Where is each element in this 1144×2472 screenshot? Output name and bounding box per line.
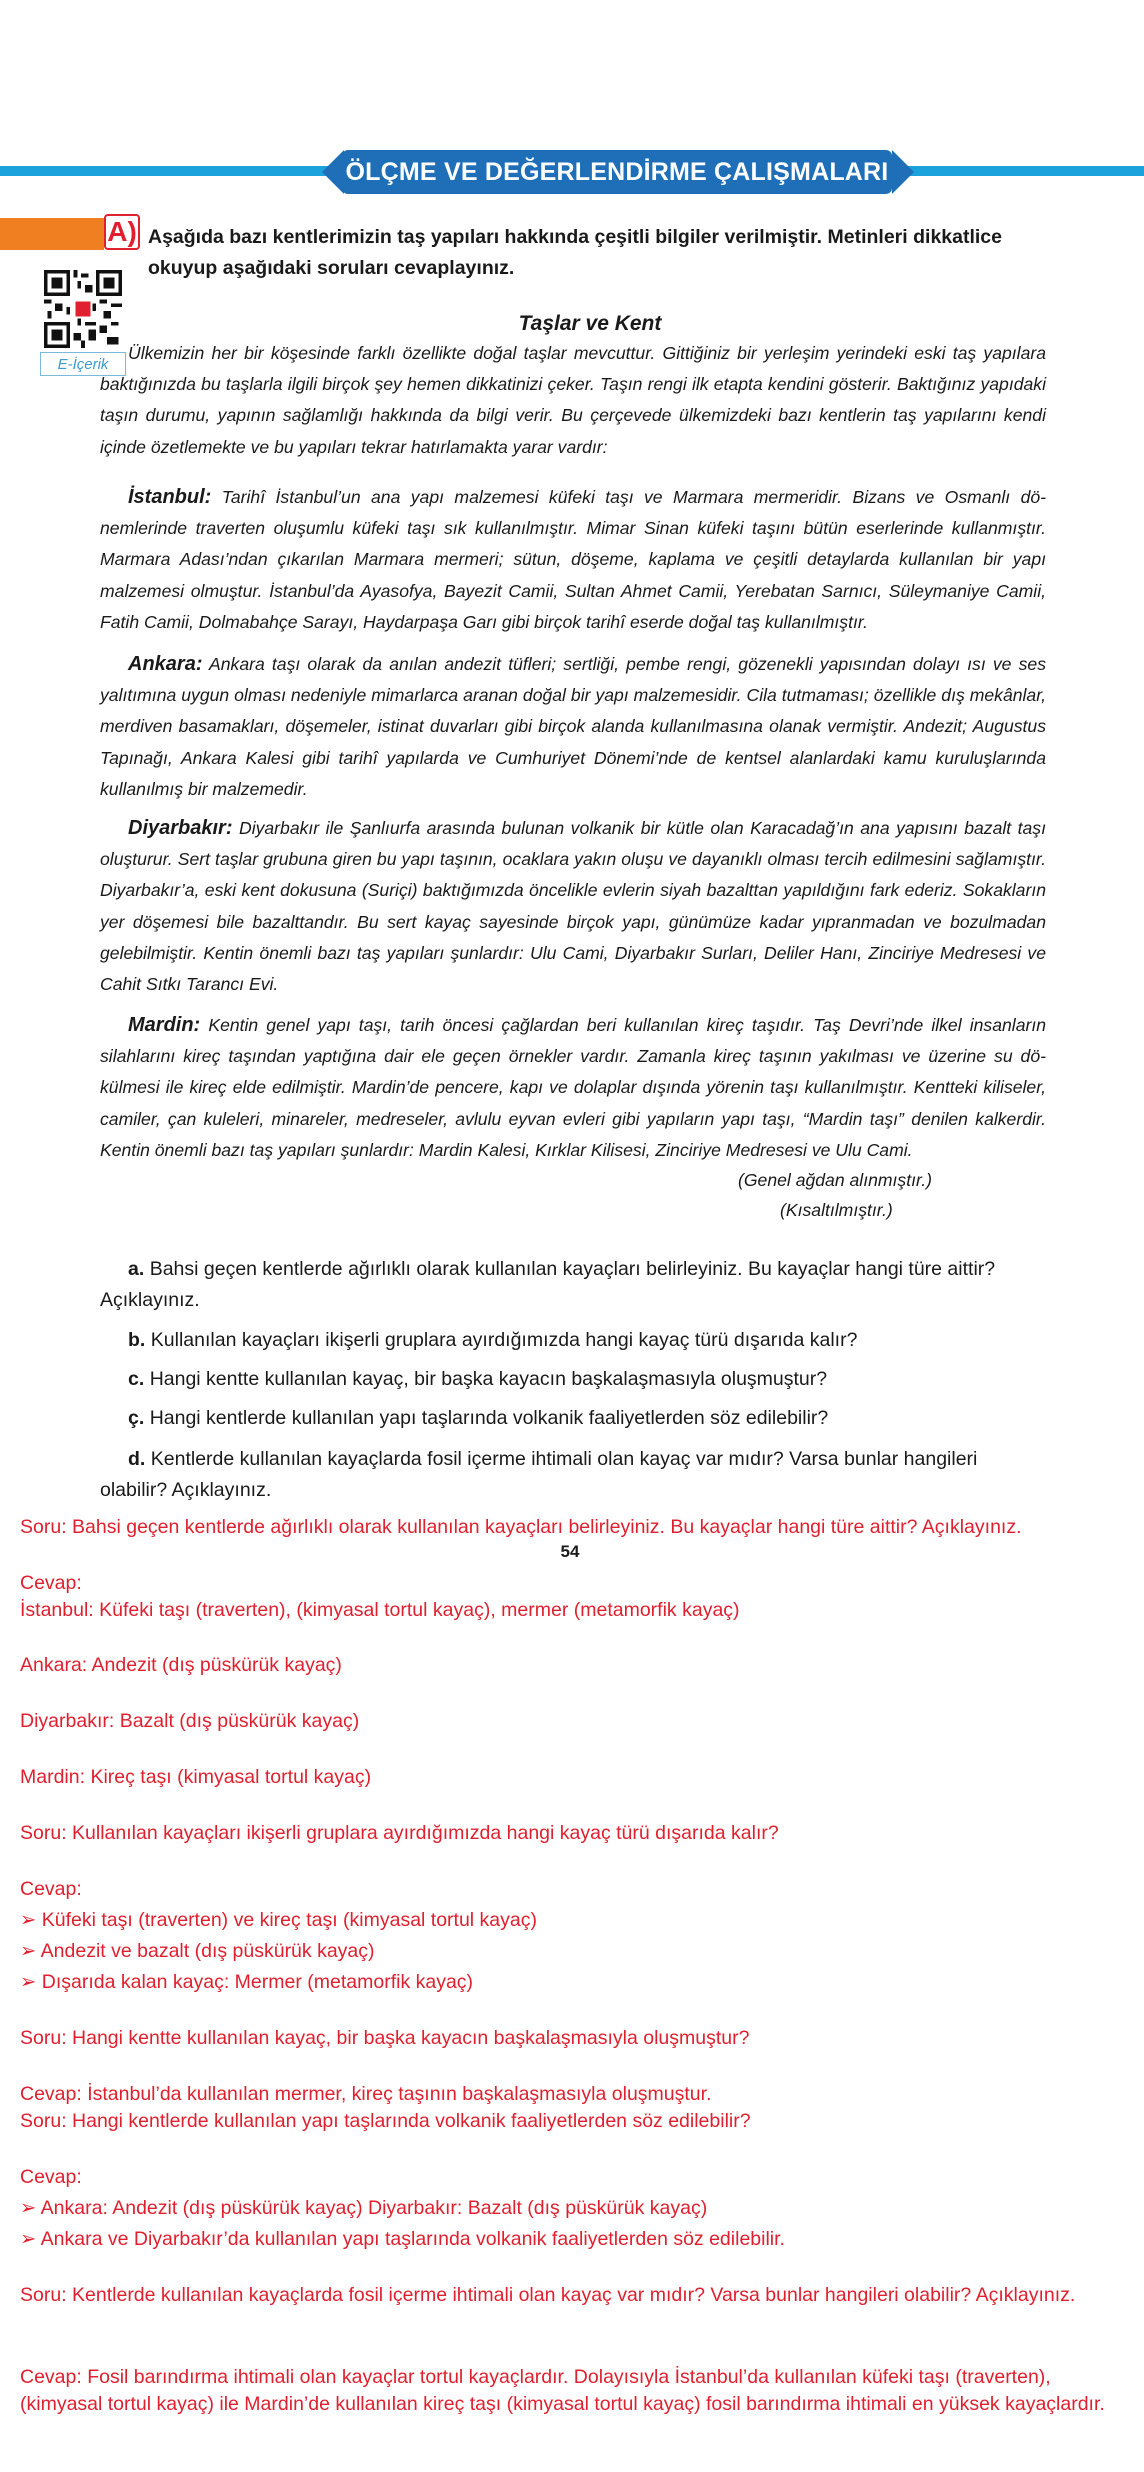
question-letter: c. [128, 1368, 145, 1390]
istanbul-text: Tarihî İstanbul’un ana yapı malzemesi küfeki taşı ve Marmara mermeridir. Bizans ve Osmanlı dönemlerinde traverten oluşumlu küfeki taşı sık kullanılmıştır. Mimar Sinan küfeki taşını bütün eserlerinde kullanmıştır. Marmara Adası’ndan çıkarılan Marmara mermeri; sütun, döşeme, kaplama ve çeşitli detaylarda kullanılan bir yapı malzemesi olmuştur. İstanbul’da Ayasofya, Bayezit Camii, Sultan Ahmet Camii, Yerebatan Sarnıcı, Süleymaniye Camii, Fatih Camii, Dolmabahçe Sarayı, Haydarpaşa Garı gibi birçok tarihî eserde doğal taş kullanılmıştır. [100, 487, 1046, 632]
question-b [100, 1325, 1046, 1356]
answer-1-mardin: Mardin: Kireç taşı (kimyasal tortul kayaç) [20, 1766, 372, 1788]
article-diyarbakir [100, 813, 1046, 1000]
section-marker-bar [0, 218, 104, 250]
ankara-text: Ankara taşı olarak da anılan andezit tüfleri; sertliği, pembe rengi, gözenekli yapısından dolayı ısı ve ses yalıtımına uygun olması nedeniyle mimarlarca aranan doğal bir yapı malzemesidir. Cila tutmaması; özellikle dış mekânlar, merdiven basamakları, döşemeler, istinat duvarları gibi birçok alanda kullanılmasına olanak vermiştir. Andezit; Augustus Tapınağı, Ankara Kalesi gibi tarihî yapılarda ve Cumhuriyet Dönemi’nde de kentsel alanlardaki kamu kuruluşlarında kullanılmış bir malzemedir. [100, 654, 1046, 799]
answer-question-4: Soru: Hangi kentlerde kullanılan yapı taşlarında volkanik faaliyetlerden söz edilebilir? [20, 2110, 751, 2132]
mardin-text: Kentin genel yapı taşı, tarih öncesi çağlardan beri kullanılan kireç taşıdır. Taş Devri’nde ilkel insanların silahlarını kireç taşından yaptığına dair ele geçen örnekler vardır. Zamanla kireç taşının yakılması ve üzerine su dökülmesi ile kireç elde edilmiştir. Mardin’de pencere, kapı ve dolaplar dışında yörenin taşı kullanılmıştır. Kentteki kiliseler, camiler, çan kuleleri, minareler, medreseler, avlulu eyvan evleri gibi yapıların yapı taşı, “Mardin taşı” denilen kalkerdir. Kentin önemli bazı taş yapıları şunlardır: Mardin Kalesi, Kırklar Kilisesi, Zinciriye Medresesi ve Ulu Cami. [100, 1015, 1047, 1160]
question-text: Kullanılan kayaçları ikişerli gruplara ayırdığımızda hangi kayaç türü dışarıda kalır? [150, 1329, 858, 1351]
header-arrow-right [892, 150, 914, 194]
question-letter: b. [128, 1329, 146, 1351]
answer-3-text: Cevap: İstanbul’da kullanılan mermer, kireç taşının başkalaşmasıyla oluşmuştur. [20, 2083, 712, 2105]
abridged-note: (Kısaltılmıştır.) [780, 1200, 893, 1220]
question-text: Hangi kentlerde kullanılan yapı taşlarında volkanik faaliyetlerden söz edilebilir? [149, 1407, 829, 1429]
article-istanbul [100, 482, 1046, 638]
answer-4-item-2: ➢ Ankara ve Diyarbakır’da kullanılan yapı taşlarında volkanik faaliyetlerden söz edilebilir. [20, 2228, 785, 2250]
mardin-label: Mardin: [128, 1014, 201, 1036]
answer-2-item-2: ➢ Andezit ve bazalt (dış püskürük kayaç) [20, 1940, 375, 1962]
question-letter: ç. [128, 1407, 145, 1429]
question-text: Hangi kentte kullanılan kayaç, bir başka kayacın başkalaşmasıyla oluşmuştur? [149, 1368, 828, 1390]
qr-code-icon[interactable] [44, 270, 122, 348]
question-c [100, 1364, 1046, 1395]
diyarbakir-text: Diyarbakır ile Şanlıurfa arasında bulunan volkanik bir kütle olan Karacadağ’ın ana yapısını bazalt taşı oluşturur. Sert taşlar grubuna giren bu yapı taşının, ocaklara yakın oluşu ve dayanıklı olması tercih edilmesini sağlamıştır. Diyarbakır’a, eski kent dokusuna (Suriçi) baktığımızda öncelikle evlerin siyah bazalttan yapıldığını fark ederiz. Sokakların yer döşemesi bile bazalttandır. Bu sert kayaç sayesinde birçok yapı, günümüze kadar yıpranmadan ve bozulmadan gelebilmiştir. Kentin önemli bazı taş yapıları şunlardır: Ulu Cami, Diyarbakır Surları, Deliler Hanı, Zinciriye Medresesi ve Cahit Sıtkı Tarancı Evi. [100, 818, 1046, 995]
answer-question-3: Soru: Hangi kentte kullanılan kayaç, bir başka kayacın başkalaşmasıyla oluşmuştur? [20, 2027, 750, 2049]
answer-2-item-1: ➢ Küfeki taşı (traverten) ve kireç taşı (kimyasal tortul kayaç) [20, 1909, 537, 1931]
answer-2-item-3: ➢ Dışarıda kalan kayaç: Mermer (metamorfik kayaç) [20, 1971, 474, 1993]
answer-5-text: Cevap: Fosil barındırma ihtimali olan kayaçlar tortul kayaçlardır. Dolayısıyla İstanbul’da kullanılan küfeki taşı (traverten), (kimyasal tortul kayaç) ile Mardin’de kullanılan kireç taşı (kimyasal tortul kayaç) fosil barındırma ihtimali en yüksek kayaçlardır. [20, 2366, 1105, 2415]
answer-1-istanbul: İstanbul: Küfeki taşı (traverten), (kimyasal tortul kayaç), mermer (metamorfik kayaç) [20, 1599, 740, 1621]
section-instruction: Aşağıda bazı kentlerimizin taş yapıları hakkında çeşitli bilgiler verilmiştir. Metinleri dikkatlice okuyup aşağıdaki soruları cevaplayınız. [148, 226, 1002, 279]
ankara-label: Ankara: [128, 653, 203, 675]
diyarbakir-label: Diyarbakır: [128, 817, 233, 839]
article-intro [100, 338, 1046, 463]
question-text: Kentlerde kullanılan kayaçlarda fosil içerme ihtimali olan kayaç var mıdır? Varsa bunlar hangileri olabilir? Açıklayınız. [100, 1448, 978, 1501]
article-ankara [100, 649, 1046, 805]
question-c-cedilla [100, 1403, 1046, 1434]
answer-1-diyarbakir: Diyarbakır: Bazalt (dış püskürük kayaç) [20, 1710, 360, 1732]
header-arrow-left [322, 150, 344, 194]
answer-question-1: Soru: Bahsi geçen kentlerde ağırlıklı olarak kullanılan kayaçları belirleyiniz. Bu kayaçlar hangi türe aittir? Açıklayınız. [20, 1516, 1022, 1538]
question-d [100, 1444, 1046, 1506]
answer-4-item-1: ➢ Ankara: Andezit (dış püskürük kayaç) Diyarbakır: Bazalt (dış püskürük kayaç) [20, 2197, 708, 2219]
istanbul-label: İstanbul: [128, 486, 212, 508]
answer-1-ankara: Ankara: Andezit (dış püskürük kayaç) [20, 1654, 342, 1676]
e-content-label[interactable]: E-İçerik [40, 352, 126, 376]
question-a [100, 1254, 1046, 1316]
question-text: Bahsi geçen kentlerde ağırlıklı olarak kullanılan kayaçları belirleyiniz. Bu kayaçlar hangi türe aittir? Açıklayınız. [100, 1258, 996, 1311]
answer-question-5: Soru: Kentlerde kullanılan kayaçlarda fosil içerme ihtimali olan kayaç var mıdır? Varsa bunlar hangileri olabilir? Açıklayınız. [20, 2284, 1076, 2306]
answer-1-heading: Cevap: [20, 1572, 82, 1594]
source-note: (Genel ağdan alınmıştır.) [738, 1170, 932, 1190]
section-marker-letter: A) [104, 214, 140, 250]
page-number: 54 [560, 1542, 580, 1561]
answer-question-2: Soru: Kullanılan kayaçları ikişerli gruplara ayırdığımızda hangi kayaç türü dışarıda kalır? [20, 1822, 779, 1844]
answer-2-heading: Cevap: [20, 1878, 82, 1900]
section-header-title: ÖLÇME VE DEĞERLENDİRME ÇALIŞMALARI [342, 150, 892, 194]
answer-4-heading: Cevap: [20, 2166, 82, 2188]
article-title: Taşlar ve Kent [518, 312, 662, 335]
article-intro-text: Ülkemizin her bir köşesinde farklı özellikte doğal taşlar mevcuttur. Gittiğiniz bir yerleşim yerindeki eski taş yapılara baktığınızda bu taşlarla ilgili birçok şey hemen dikkatinizi çeker. Taşın rengi ilk etapta kendini gösterir. Baktığınız yapıdaki taşın durumu, yapının sağlamlığı hakkında da bilgi verir. Bu çerçevede ülkemizdeki bazı kentlerin taş yapılarını kendi içinde özetlemekte ve bu yapıları tekrar hatırlamakta yarar vardır: [100, 343, 1046, 457]
question-letter: d. [128, 1448, 146, 1470]
article-mardin [100, 1010, 1046, 1166]
question-letter: a. [128, 1258, 145, 1280]
